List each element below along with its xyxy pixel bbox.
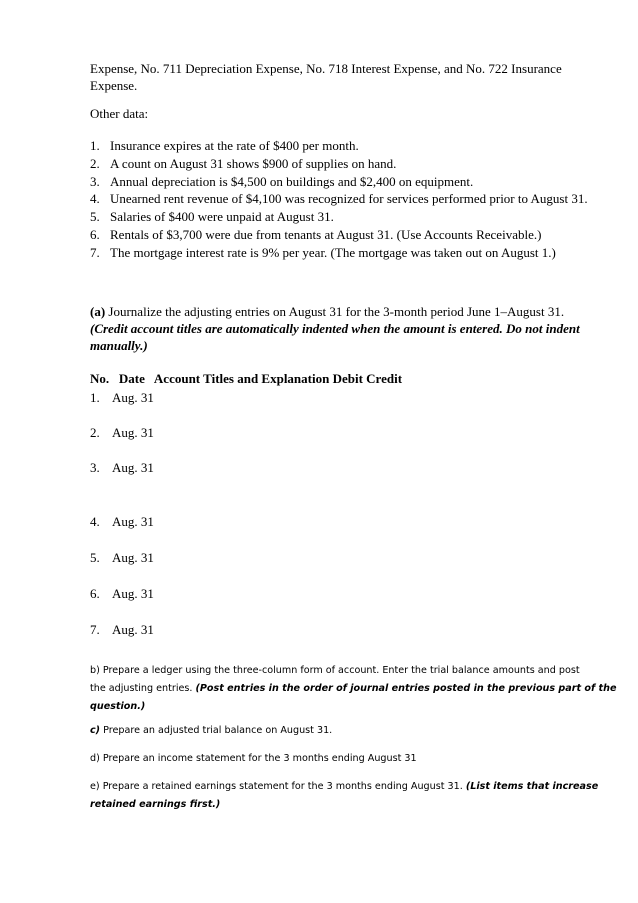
other-data-list	[90, 137, 590, 262]
journal-row: 2. Aug. 31	[90, 425, 154, 440]
journal-row: 3. Aug. 31	[90, 460, 154, 475]
part-a-instructions	[90, 303, 590, 354]
list-item: 1. Insurance expires at the rate of $400 per month.	[90, 138, 359, 153]
journal-row: 4. Aug. 31	[90, 514, 154, 529]
intro-line-2: Expense.	[90, 78, 138, 93]
journal-row: 6. Aug. 31	[90, 586, 154, 601]
list-item: 5. Salaries of $400 were unpaid at August 31.	[90, 209, 334, 225]
journal-row: 5. Aug. 31	[90, 550, 154, 565]
part-e-instructions	[90, 778, 610, 814]
part-c-label: c)	[90, 725, 101, 736]
part-c-instructions: c) Prepare an adjusted trial balance on August 31.	[90, 725, 333, 736]
part-a-note-line-1: (Credit account titles are automatically indented when the amount is entered. Do not indent	[90, 321, 580, 336]
part-e-line-1: e) Prepare a retained earnings statement for the 3 months ending August 31. (List items that increase	[90, 781, 599, 792]
part-d-instructions: d) Prepare an income statement for the 3 months ending August 31	[90, 753, 417, 764]
journal-row: 1. Aug. 31	[90, 390, 154, 405]
list-item: 7. The mortgage interest rate is 9% per year. (The mortgage was taken out on August 1.)	[90, 244, 556, 260]
part-e-line-2: retained earnings first.)	[90, 799, 221, 810]
part-a-label: (a)	[90, 304, 106, 319]
part-b-instructions	[90, 662, 617, 716]
list-item: 3. Annual depreciation is $4,500 on buildings and $2,400 on equipment.	[90, 173, 474, 189]
part-b-line-2: the adjusting entries. (Post entries in the order of journal entries posted in the previous part of the	[90, 683, 617, 694]
list-item: 2. A count on August 31 shows $900 of supplies on hand.	[90, 155, 397, 171]
intro-line-1: Expense, No. 711 Depreciation Expense, No. 718 Interest Expense, and No. 722 Insurance	[90, 61, 562, 76]
part-b-line-1: b) Prepare a ledger using the three-column form of account. Enter the trial balance amounts and post	[90, 665, 580, 676]
part-a-line: (a) Journalize the adjusting entries on August 31 for the 3-month period June 1–August 31.	[90, 304, 565, 319]
part-a-note-line-2: manually.)	[90, 338, 148, 353]
intro-paragraph	[90, 60, 590, 94]
journal-header: No. Date Account Titles and Explanation Debit Credit	[90, 371, 403, 386]
list-item: 4. Unearned rent revenue of $4,100 was recognized for services performed prior to August 31.	[90, 191, 588, 207]
list-item: 6. Rentals of $3,700 were due from tenants at August 31. (Use Accounts Receivable.)	[90, 226, 542, 242]
part-b-line-3: question.)	[90, 701, 146, 712]
journal-row: 7. Aug. 31	[90, 622, 154, 637]
other-data-heading: Other data:	[90, 106, 149, 121]
